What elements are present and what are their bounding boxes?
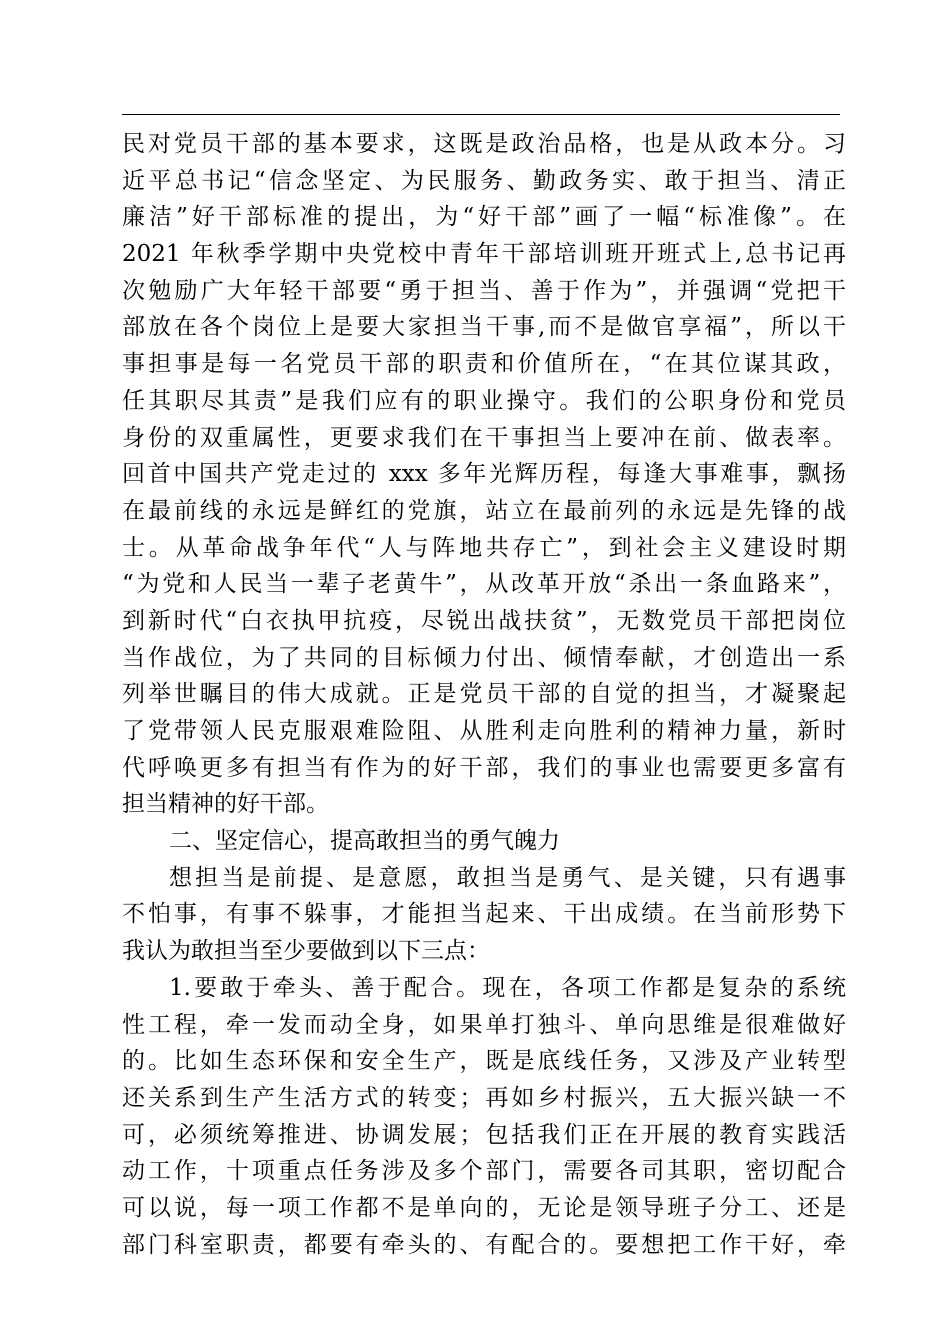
- text-line: 还关系到生产生活方式的转变；再如乡村振兴，五大振兴缺一不: [122, 1084, 846, 1111]
- header-rule: [122, 114, 840, 115]
- text-line: 任其职尽其责”是我们应有的职业操守。我们的公职身份和党员: [122, 387, 846, 414]
- text-line: 代呼唤更多有担当有作为的好干部，我们的事业也需要更多富有: [122, 754, 846, 781]
- text-line: “为党和人民当一辈子老黄牛”，从改革开放“杀出一条血路来”，: [122, 571, 846, 598]
- text-line: 动工作，十项重点任务涉及多个部门，需要各司其职，密切配合: [122, 1158, 846, 1185]
- text-line: 了党带领人民克服艰难险阻、从胜利走向胜利的精神力量，新时: [122, 718, 846, 744]
- text-line: 想担当是前提、是意愿，敢担当是勇气、是关键，只有遇事: [169, 864, 846, 891]
- text-line: 身份的双重属性，更要求我们在干事担当上要冲在前、做表率。: [122, 424, 846, 451]
- text-line: 的。比如生态环保和安全生产，既是底线任务，又涉及产业转型: [122, 1048, 846, 1075]
- text-line: 当作战位，为了共同的目标倾力付出、倾情奉献，才创造出一系: [122, 644, 846, 671]
- paragraph-end-line: 担当精神的好干部。: [122, 791, 329, 818]
- paragraph-end-line: 我认为敢担当至少要做到以下三点：: [122, 938, 490, 965]
- text-line: 列举世瞩目的伟大成就。正是党员干部的自觉的担当，才凝聚起: [122, 681, 846, 708]
- text-line: 回首中国共产党走过的 xxx 多年光辉历程，每逢大事难事，飘扬: [122, 461, 846, 488]
- text-line: 廉洁”好干部标准的提出，为“好干部”画了一幅“标准像”。在: [122, 204, 846, 231]
- text-line: 可，必须统筹推进、协调发展；包括我们正在开展的教育实践活: [122, 1121, 846, 1148]
- text-line: 近平总书记“信念坚定、为民服务、勤政务实、敢于担当、清正: [122, 167, 846, 194]
- text-line: 2021 年秋季学期中央党校中青年干部培训班开班式上,总书记再: [122, 241, 846, 268]
- text-line: 到新时代“白衣执甲抗疫，尽锐出战扶贫”，无数党员干部把岗位: [122, 607, 846, 634]
- text-line: 在最前线的永远是鲜红的党旗，站立在最前列的永远是先锋的战: [122, 497, 846, 524]
- text-line: 部放在各个岗位上是要大家担当干事,而不是做官享福”，所以干: [122, 314, 846, 341]
- document-body: [122, 126, 846, 1263]
- text-line: 民对党员干部的基本要求，这既是政治品格，也是从政本分。习: [122, 131, 846, 157]
- text-line: 事担事是每一名党员干部的职责和价值所在，“在其位谋其政，: [122, 351, 846, 378]
- text-line: 性工程，牵一发而动全身，如果单打独斗、单向思维是很难做好: [122, 1011, 846, 1038]
- numbered-point-line: 1.要敢于牵头、善于配合。现在，各项工作都是复杂的系统: [169, 974, 846, 1001]
- text-line: 可以说，每一项工作都不是单向的，无论是领导班子分工、还是: [122, 1194, 846, 1221]
- section-heading: 二、坚定信心，提高敢担当的勇气魄力: [169, 828, 560, 855]
- text-line: 次勉励广大年轻干部要“勇于担当、善于作为”，并强调“党把干: [122, 277, 846, 304]
- text-line: 部门科室职责，都要有牵头的、有配合的。要想把工作干好，牵: [122, 1231, 846, 1258]
- text-line: 士。从革命战争年代“人与阵地共存亡”，到社会主义建设时期: [122, 534, 846, 561]
- text-line: 不怕事，有事不躲事，才能担当起来、干出成绩。在当前形势下: [122, 901, 846, 928]
